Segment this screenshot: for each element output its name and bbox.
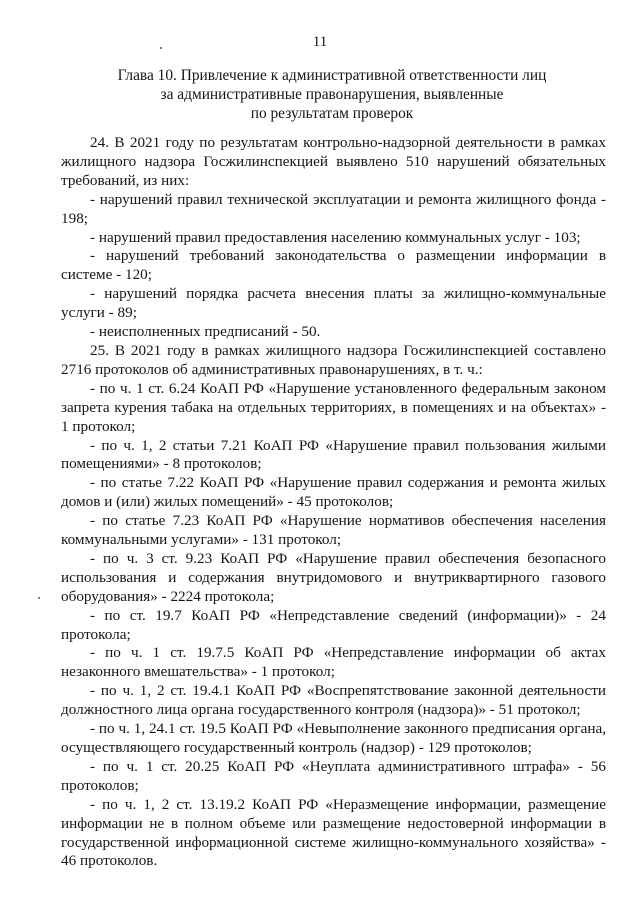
list-item: - по ч. 1, 2 ст. 13.19.2 КоАП РФ «Неразмещение информации, размещение информации не в полном объеме или размещение недостоверной информации в государственной информационной системе жилищно-коммунального хозяйства» - 46 протоколов. — [61, 795, 606, 870]
page-number: 11 — [312, 34, 328, 50]
chapter-heading-line: по результатам проверок — [250, 105, 414, 122]
scan-speck — [160, 47, 162, 49]
list-item: - по статье 7.22 КоАП РФ «Нарушение правил содержания и ремонта жилых домов и (или) жилых помещений» - 45 протоколов; — [61, 474, 606, 511]
chapter-heading-line: за административные правонарушения, выявленные — [160, 86, 504, 103]
list-item: - по ч. 1 ст. 19.7.5 КоАП РФ «Непредставление информации об актах незаконного вмешательства» - 1 протокол; — [61, 644, 606, 681]
paragraph-24: 24. В 2021 году по результатам контрольно-надзорной деятельности в рамках жилищного надзора Госжилинспекцией выявлено 510 нарушений обязательных требований, из них: — [61, 134, 606, 189]
list-item: - нарушений правил технической эксплуатации и ремонта жилищного фонда - 198; — [61, 190, 606, 227]
list-item: - по ч. 1 ст. 20.25 КоАП РФ «Неуплата административного штрафа» - 56 протоколов; — [61, 757, 606, 794]
list-item: - по ч. 3 ст. 9.23 КоАП РФ «Нарушение правил обеспечения безопасного использования и содержания внутридомового и внутриквартирного газового оборудования» - 2224 протокола; — [61, 549, 606, 605]
chapter-heading — [88, 66, 576, 123]
list-item: - по ч. 1, 2 ст. 19.4.1 КоАП РФ «Воспрепятствование законной деятельности должностного лица органа государственного контроля (надзора)» - 51 протокол; — [61, 682, 606, 719]
list-item: - по статье 7.23 КоАП РФ «Нарушение нормативов обеспечения населения коммунальными услугами» - 131 протокол; — [61, 512, 606, 549]
list-item: - неисполненных предписаний - 50. — [90, 323, 321, 341]
list-item: - нарушений правил предоставления населению коммунальных услуг - 103; — [90, 228, 581, 246]
chapter-heading-line: Глава 10. Привлечение к административной ответственности лиц — [117, 67, 547, 84]
scan-speck — [38, 597, 40, 599]
list-item: - по ч. 1, 24.1 ст. 19.5 КоАП РФ «Невыполнение законного предписания органа, осуществляющего государственный контроль (надзор) - 129 протоколов; — [61, 720, 606, 756]
list-item: - нарушений порядка расчета внесения платы за жилищно-коммунальные услуги - 89; — [61, 285, 606, 322]
list-item: - нарушений требований законодательства о размещении информации в системе - 120; — [61, 247, 606, 284]
list-item: - по ч. 1 ст. 6.24 КоАП РФ «Нарушение установленного федеральным законом запрета курения табака на отдельных территориях, в помещениях и на объектах» - 1 протокол; — [61, 379, 606, 435]
document-body — [61, 134, 606, 871]
list-item: - по ч. 1, 2 статьи 7.21 КоАП РФ «Нарушение правил пользования жилыми помещениями» - 8 протоколов; — [61, 436, 606, 473]
list-item: - по ст. 19.7 КоАП РФ «Непредставление сведений (информации)» - 24 протокола; — [61, 606, 606, 643]
paragraph-25: 25. В 2021 году в рамках жилищного надзора Госжилинспекцией составлено 2716 протоколов об административных правонарушениях, в т. ч.: — [61, 341, 606, 378]
